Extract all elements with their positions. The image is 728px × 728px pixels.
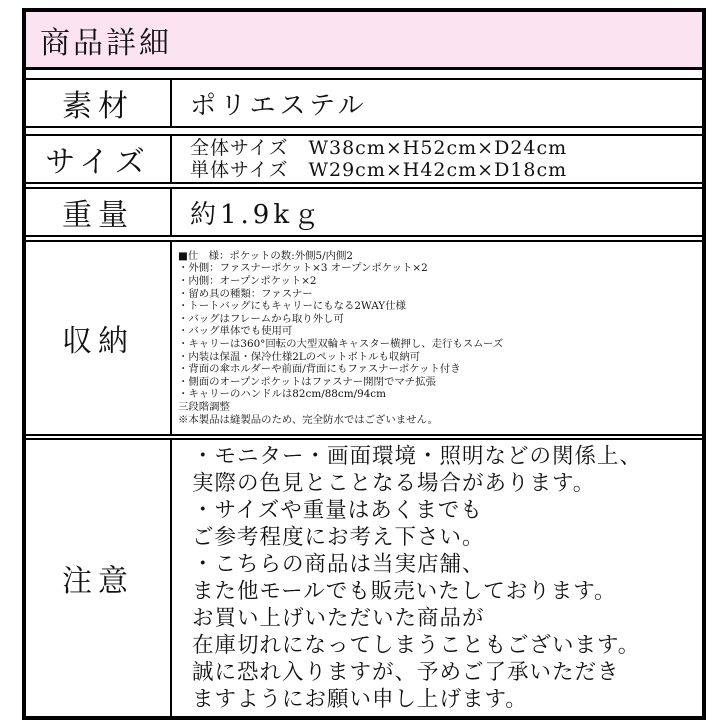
- spec-line: ・外側：ファスナーポケット×3 オープンポケット×2: [178, 262, 428, 275]
- spec-line: ・トートバッグにもキャリーにもなる2WAY仕様: [178, 300, 406, 313]
- note-line: ・モニター・画面環境・照明などの関係上、: [192, 444, 643, 469]
- row-weight: [26, 187, 702, 237]
- spec-line: 三段階調整: [178, 400, 230, 413]
- spec-line: ・内装は保温・保冷仕様2Lのペットボトルも収納可: [178, 350, 421, 363]
- spec-line: ※本製品は縫製品のため、完全防水ではございません。: [178, 413, 438, 426]
- spec-line: ■仕 様：ポケットの数:外側5/内側2: [178, 249, 353, 262]
- product-details-table: [22, 8, 706, 720]
- row-label-notes: 注意: [26, 440, 172, 716]
- note-line: 在庫切れになってしまうこともございます。: [192, 633, 641, 658]
- note-line: 実際の色見とことなる場合があります。: [192, 471, 596, 496]
- spec-line: ・内側：オープンポケット×2: [178, 275, 317, 288]
- row-storage: [26, 240, 702, 436]
- note-line: ・サイズや重量はあくまでも: [192, 498, 483, 523]
- table-title: 商品詳細: [26, 12, 702, 70]
- note-line: また他モールでも販売いたしております。: [192, 579, 617, 604]
- notes-text: [172, 440, 702, 716]
- row-label-storage: 収納: [26, 242, 172, 434]
- row-notes: [26, 438, 702, 716]
- spec-line: ・留め具の種類：ファスナー: [178, 287, 313, 300]
- row-label-weight: 重量: [26, 189, 172, 235]
- size-line-overall: 全体サイズ W38cm×H52cm×D24cm: [190, 137, 568, 159]
- note-line: お買い上げいただいた商品が: [192, 606, 485, 631]
- note-line: ご参考程度にお考え下さい。: [192, 525, 485, 550]
- row-size: [26, 134, 702, 184]
- row-material: [26, 78, 702, 128]
- note-line: 誠に恐れ入りますが、予めご了承いただき: [192, 660, 620, 685]
- spec-line: ・側面のオープンポケットはファスナー開閉でマチ拡張: [178, 375, 436, 388]
- spec-line: ・バッグ単体でも使用可: [178, 325, 293, 338]
- size-line-single: 単体サイズ W29cm×H42cm×D18cm: [190, 159, 568, 181]
- row-label-material: 素材: [26, 80, 172, 126]
- spec-line: ・キャリーは360°回転の大型双輪キャスター横押し、走行もスムーズ: [178, 338, 504, 350]
- note-line: ますようにお願い申し上げます。: [192, 687, 528, 712]
- size-values: [172, 136, 702, 182]
- note-line: ・こちらの商品は当実店舗、: [192, 552, 485, 577]
- spec-line: ・キャリーのハンドルは82cm/88cm/94cm: [178, 388, 386, 401]
- spec-line: ・背面の傘ホルダーや前面/背面にもファスナーポケット付き: [178, 363, 461, 376]
- weight-value: 約1.9kｇ: [190, 199, 324, 230]
- storage-spec-list: [172, 242, 702, 434]
- row-label-size: サイズ: [26, 136, 172, 182]
- material-value: ポリエステル: [190, 90, 368, 121]
- spec-line: ・バッグはフレームから取り外し可: [178, 312, 344, 325]
